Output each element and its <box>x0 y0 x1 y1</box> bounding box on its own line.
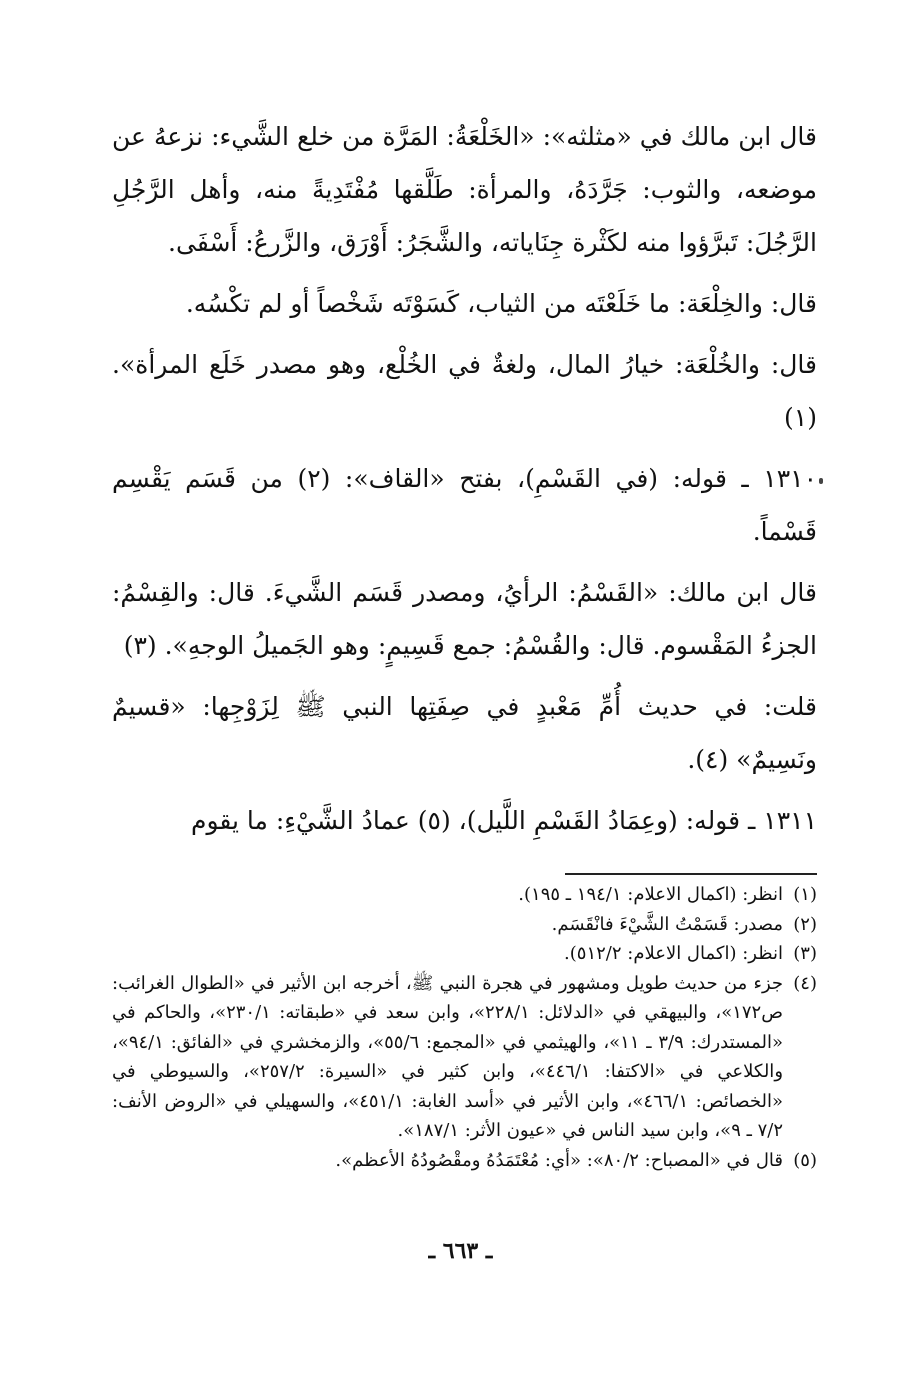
footnotes <box>112 880 817 1175</box>
paragraph-ibn-malik-khalaa: قال ابن مالك في «مثلثه»: «الخَلْعَةُ: المَرَّة من خلع الشَّيء: نزعهُ عن موضعه، والثوب: جَرَّدَهُ، والمرأة: طَلَّقها مُفْتَدِيةً منه، وأهل الرَّجُلِ الرَّجُلَ: تَبرَّؤوا منه لكَثْرة جِنَاياته، والشَّجَرُ: أَوْرَق، والزَّرعُ: أَسْفَى. <box>112 122 817 257</box>
paragraph-umm-mabad: قلت: في حديث أُمِّ مَعْبدٍ في صِفَتِها النبي ﷺ لِزَوْجِها: «قسيمٌ ونَسِيمٌ» (٤). <box>112 692 817 774</box>
footnote-number: (١) <box>793 884 817 905</box>
footnote-text: انظر: (اكمال الاعلام: ١٩٤/١ ـ ١٩٥). <box>518 884 783 905</box>
footnote-4 <box>112 969 817 1146</box>
footnote-number: (٢) <box>793 913 817 935</box>
footnote-5 <box>112 1146 817 1176</box>
paragraph-ibn-malik-qasm: قال ابن مالك: «القَسْمُ: الرأيُ، ومصدر قَسَم الشَّيءَ. قال: والقِسْمُ: الجزءُ المَقْسوم. قال: والقُسْمُ: جمع قَسِيمٍ: وهو الجَميلُ الوجهِ». (٣) <box>112 578 817 660</box>
main-text <box>112 110 817 855</box>
footnote-number: (٥) <box>793 1149 817 1171</box>
footnote-1 <box>112 880 817 910</box>
entry-1310: ١٣١٠ ـ قوله: (في القَسْمِ)، بفتح «القاف»: (٢) من قَسَم يَقْسِم قَسْماً. <box>112 464 817 546</box>
footnote-number: (٣) <box>793 943 817 964</box>
footnote-3 <box>112 939 817 969</box>
footnote-text: انظر: (اكمال الاعلام: ٥١٢/٢). <box>564 943 783 964</box>
margin-mark <box>819 478 823 484</box>
paragraph-khilaa: قال: والخِلْعَة: ما خَلَعْتَه من الثياب، كَسَوْتَه شَخْصاً أو لم تكْسُه. <box>185 289 817 318</box>
paragraph-khulaa: قال: والخُلْعَة: خيارُ المال، ولغةٌ في الخُلْع، وهو مصدر خَلَع المرأة». (١) <box>112 350 817 432</box>
footnote-2 <box>112 910 817 940</box>
footnote-number: (٤) <box>793 972 817 994</box>
entry-1311: ١٣١١ ـ قوله: (وعِمَادُ القَسْمِ اللَّيل)، (٥) عمادُ الشَّيْءِ: ما يقوم <box>190 806 817 835</box>
footnote-text: مصدر: قَسَمْتُ الشَّيْءَ فانْقَسَم. <box>551 913 783 935</box>
footnote-separator <box>565 873 817 875</box>
footnote-text: قال في «المصباح: ٨٠/٢»: «أي: مُعْتَمَدُهُ ومقْصُودُهُ الأعظم». <box>335 1149 783 1171</box>
footnote-text: جزء من حديث طويل ومشهور في هجرة النبي ﷺ، أخرجه ابن الأثير في «الطوال الغرائب: ص١٧٢»، والبيهقي في «الدلائل: ٢٢٨/١»، وابن سعد في «طبقاته: ٢٣٠/١»، والحاكم في «المستدرك: ٣/٩ ـ ١١»، والهيثمي في «المجمع: ٥٥/٦»، والزمخشري في «الفائق: ٩٤/١»، والكلاعي في «الاكتفا: ٤٤٦/١»، وابن كثير في «السيرة: ٢٥٧/٢»، والسيوطي في «الخصائص: ٤٦٦/١»، وابن الأثير في «أسد الغابة: ٤٥١/١»، والسهيلي في «الروض الأنف: ٧/٢ ـ ٩»، وابن سيد الناس في «عيون الأثر: ١٨٧/١». <box>112 972 784 1141</box>
page-number: ـ ٦٦٣ ـ <box>428 1238 493 1264</box>
